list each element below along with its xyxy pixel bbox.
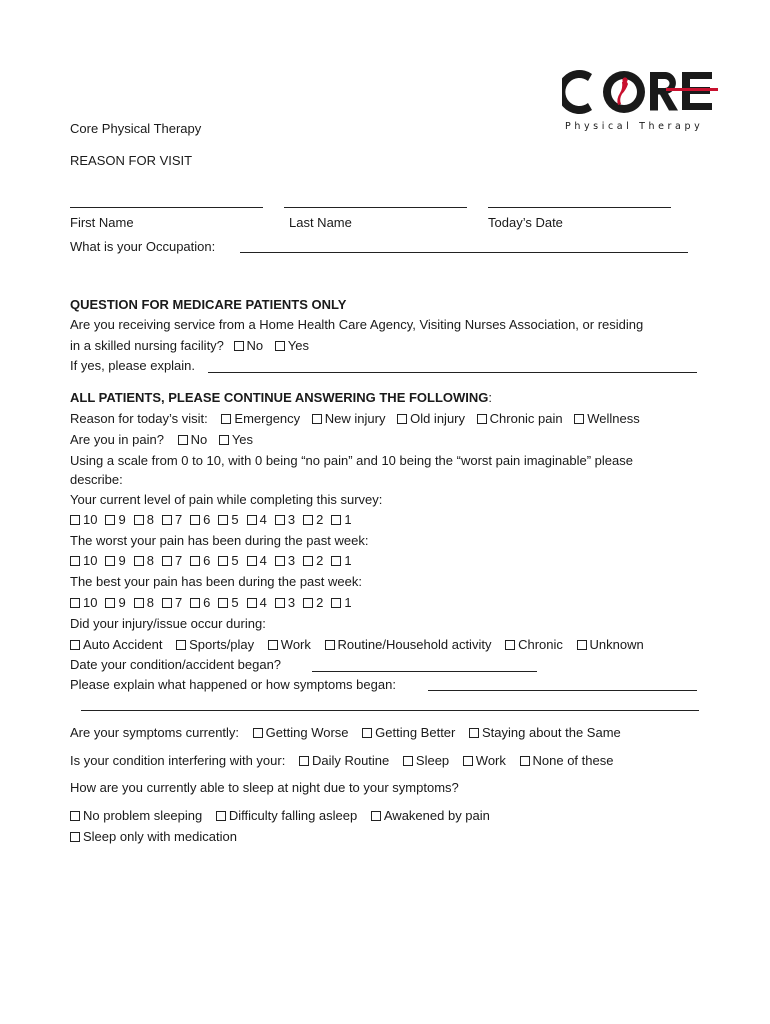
symptoms-option-getting-worse[interactable] xyxy=(253,725,349,741)
option-label: Difficulty falling asleep xyxy=(228,808,358,823)
option-label: 4 xyxy=(259,553,267,568)
sleep-options-row1 xyxy=(70,808,500,824)
option-label: 1 xyxy=(344,512,352,527)
option-label: Sports/play xyxy=(189,637,255,652)
medicare-option-no[interactable] xyxy=(234,338,264,354)
option-label: No xyxy=(190,432,208,447)
option-label: 6 xyxy=(203,595,211,610)
option-label: 6 xyxy=(203,553,211,568)
reason-option-wellness[interactable] xyxy=(574,411,640,427)
checkbox[interactable] xyxy=(221,414,231,424)
option-label: New injury xyxy=(324,411,386,426)
checkbox[interactable] xyxy=(134,556,144,566)
checkbox[interactable] xyxy=(371,811,381,821)
reason-label: Reason for today’s visit: xyxy=(70,411,208,426)
medicare-question-line2: in a skilled nursing facility? xyxy=(70,338,224,353)
option-label: Emergency xyxy=(234,411,301,426)
checkbox[interactable] xyxy=(234,341,244,351)
option-label: 8 xyxy=(146,512,154,527)
option-label: 1 xyxy=(344,553,352,568)
logo-subtitle-svg: Physical Therapy xyxy=(565,121,704,132)
all-patients-heading: ALL PATIENTS, PLEASE CONTINUE ANSWERING THE FOLLOWING xyxy=(70,390,489,405)
checkbox[interactable] xyxy=(403,756,413,766)
interfering-option-none[interactable] xyxy=(520,753,614,769)
option-label: 8 xyxy=(146,553,154,568)
option-label: 5 xyxy=(231,512,239,527)
checkbox[interactable] xyxy=(362,728,372,738)
worst-pain-label: The worst your pain has been during the past week: xyxy=(70,533,369,548)
in-pain-label: Are you in pain? xyxy=(70,432,164,447)
best-pain-label: The best your pain has been during the past week: xyxy=(70,574,362,589)
pain-option-6[interactable] xyxy=(190,512,210,528)
checkbox[interactable] xyxy=(275,341,285,351)
pain-option-9[interactable] xyxy=(105,512,125,528)
pain-option-5[interactable] xyxy=(218,595,238,611)
option-label: No xyxy=(246,338,264,353)
option-label: 7 xyxy=(174,595,183,610)
pain-option-7[interactable] xyxy=(162,512,182,528)
option-label: 8 xyxy=(146,595,154,610)
checkbox[interactable] xyxy=(70,598,80,608)
checkbox[interactable] xyxy=(218,556,228,566)
pain-option-3[interactable] xyxy=(275,595,295,611)
checkbox[interactable] xyxy=(574,414,584,424)
injury-option-work[interactable] xyxy=(268,637,311,653)
explain-field-line2[interactable] xyxy=(81,710,699,711)
checkbox[interactable] xyxy=(190,598,200,608)
pain-option-10[interactable] xyxy=(70,512,97,528)
checkbox[interactable] xyxy=(463,756,473,766)
pain-option-8[interactable] xyxy=(134,553,154,569)
date-began-field[interactable] xyxy=(312,671,537,672)
interfering-option-sleep[interactable] xyxy=(403,753,449,769)
medicare-question-line1: Are you receiving service from a Home Health Care Agency, Visiting Nurses Association, or residing xyxy=(70,317,644,332)
pain-option-1[interactable] xyxy=(331,553,351,569)
checkbox[interactable] xyxy=(275,556,285,566)
option-label: Daily Routine xyxy=(311,753,390,768)
pain-option-1[interactable] xyxy=(331,512,351,528)
option-label: 1 xyxy=(344,595,352,610)
medicare-explain-label: If yes, please explain. xyxy=(70,358,196,373)
pain-option-5[interactable] xyxy=(218,512,238,528)
checkbox[interactable] xyxy=(162,515,172,525)
checkbox[interactable] xyxy=(70,811,80,821)
option-label: 9 xyxy=(118,512,126,527)
checkbox[interactable] xyxy=(70,515,80,525)
in-pain-row xyxy=(70,432,261,448)
checkbox[interactable] xyxy=(247,598,257,608)
heading-colon: : xyxy=(488,390,493,405)
sleep-option-difficulty[interactable] xyxy=(216,808,357,824)
reason-row xyxy=(70,411,648,427)
pain-option-4[interactable] xyxy=(247,553,267,569)
scale-intro-line1: Using a scale from 0 to 10, with 0 being “no pain” and 10 being the “worst pain imaginable” please xyxy=(70,453,633,468)
medicare-explain-field[interactable] xyxy=(208,372,697,373)
reason-option-emergency[interactable] xyxy=(221,411,300,427)
option-label: 9 xyxy=(118,553,126,568)
checkbox[interactable] xyxy=(190,556,200,566)
explain-field[interactable] xyxy=(428,690,697,691)
symptoms-option-staying-same[interactable] xyxy=(469,725,621,741)
checkbox[interactable] xyxy=(70,556,80,566)
checkbox[interactable] xyxy=(299,756,309,766)
checkbox[interactable] xyxy=(176,640,186,650)
checkbox[interactable] xyxy=(303,556,313,566)
medicare-question-row xyxy=(70,338,317,354)
option-label: Work xyxy=(280,637,311,652)
checkbox[interactable] xyxy=(331,598,341,608)
pain-option-5[interactable] xyxy=(218,553,238,569)
symptoms-label: Are your symptoms currently: xyxy=(70,725,240,740)
pain-option-7[interactable] xyxy=(162,595,182,611)
option-label: 2 xyxy=(316,553,324,568)
pain-option-6[interactable] xyxy=(190,553,210,569)
pain-option-1[interactable] xyxy=(331,595,351,611)
option-label: 3 xyxy=(287,595,296,610)
option-label: Unknown xyxy=(589,637,644,652)
option-label: Yes xyxy=(287,338,309,353)
pain-option-8[interactable] xyxy=(134,512,154,528)
checkbox[interactable] xyxy=(397,414,407,424)
symptoms-row xyxy=(70,725,631,741)
option-label: Sleep xyxy=(415,753,450,768)
option-label: 7 xyxy=(174,512,183,527)
checkbox[interactable] xyxy=(105,556,115,566)
checkbox[interactable] xyxy=(275,515,285,525)
company-name: Core Physical Therapy xyxy=(70,121,202,136)
option-label: 6 xyxy=(203,512,211,527)
pain-option-3[interactable] xyxy=(275,512,295,528)
option-label: Chronic xyxy=(518,637,563,652)
option-label: Sleep only with medication xyxy=(83,829,237,844)
injury-options-row xyxy=(70,637,654,653)
checkbox[interactable] xyxy=(577,640,587,650)
option-label: None of these xyxy=(532,753,614,768)
injury-option-sports-play[interactable] xyxy=(176,637,254,653)
all-patients-heading-row xyxy=(70,390,492,406)
pain-option-2[interactable] xyxy=(303,512,323,528)
date-began-label: Date your condition/accident began? xyxy=(70,657,282,672)
core-logo xyxy=(562,66,722,136)
option-label: 2 xyxy=(316,595,324,610)
checkbox[interactable] xyxy=(134,515,144,525)
interfering-option-daily-routine[interactable] xyxy=(299,753,389,769)
pain-option-4[interactable] xyxy=(247,595,267,611)
option-label: No problem sleeping xyxy=(83,808,203,823)
in-pain-option-no[interactable] xyxy=(178,432,208,448)
option-label: Wellness xyxy=(587,411,640,426)
option-label: Yes xyxy=(231,432,254,447)
occupation-label: What is your Occupation: xyxy=(70,239,216,254)
injury-option-routine-household[interactable] xyxy=(325,637,492,653)
pain-option-3[interactable] xyxy=(275,553,295,569)
option-label: Getting Better xyxy=(375,725,456,740)
sleep-options-row2 xyxy=(70,829,247,845)
option-label: 3 xyxy=(287,553,296,568)
pain-option-9[interactable] xyxy=(105,553,125,569)
checkbox[interactable] xyxy=(218,598,228,608)
option-label: 9 xyxy=(118,595,126,610)
interfering-option-work[interactable] xyxy=(463,753,506,769)
checkbox[interactable] xyxy=(331,556,341,566)
checkbox[interactable] xyxy=(216,811,226,821)
checkbox[interactable] xyxy=(331,515,341,525)
current-pain-scale xyxy=(70,512,360,528)
option-label: Getting Worse xyxy=(265,725,349,740)
pain-option-6[interactable] xyxy=(190,595,210,611)
option-label: Old injury xyxy=(410,411,466,426)
current-pain-label: Your current level of pain while completing this survey: xyxy=(70,492,383,507)
interfering-row xyxy=(70,753,623,769)
checkbox[interactable] xyxy=(70,640,80,650)
symptoms-option-getting-better[interactable] xyxy=(362,725,455,741)
pain-option-2[interactable] xyxy=(303,595,323,611)
checkbox[interactable] xyxy=(219,435,229,445)
option-label: Awakened by pain xyxy=(383,808,490,823)
checkbox[interactable] xyxy=(105,515,115,525)
checkbox[interactable] xyxy=(303,598,313,608)
checkbox[interactable] xyxy=(247,556,257,566)
option-label: Chronic pain xyxy=(489,411,563,426)
checkbox[interactable] xyxy=(105,598,115,608)
checkbox[interactable] xyxy=(218,515,228,525)
worst-pain-scale xyxy=(70,553,360,569)
reason-option-chronic-pain[interactable] xyxy=(477,411,563,427)
option-label: 2 xyxy=(316,512,324,527)
option-label: Auto Accident xyxy=(83,637,163,652)
pain-option-4[interactable] xyxy=(247,512,267,528)
sleep-option-no-problem[interactable] xyxy=(70,808,202,824)
checkbox[interactable] xyxy=(303,515,313,525)
checkbox[interactable] xyxy=(275,598,285,608)
sleep-label: How are you currently able to sleep at night due to your symptoms? xyxy=(70,780,459,795)
todays-date-field[interactable] xyxy=(488,207,671,208)
form-title: REASON FOR VISIT xyxy=(70,153,193,168)
sleep-option-awakened[interactable] xyxy=(371,808,490,824)
scale-intro-line2: describe: xyxy=(70,472,123,487)
checkbox[interactable] xyxy=(477,414,487,424)
checkbox[interactable] xyxy=(190,515,200,525)
pain-option-10[interactable] xyxy=(70,553,97,569)
explain-label: Please explain what happened or how symptoms began: xyxy=(70,677,396,692)
interfering-label: Is your condition interfering with your: xyxy=(70,753,286,768)
best-pain-scale xyxy=(70,595,360,611)
first-name-label: First Name xyxy=(70,215,134,230)
todays-date-label: Today’s Date xyxy=(488,215,563,230)
sleep-option-medication[interactable] xyxy=(70,829,237,845)
pain-option-10[interactable] xyxy=(70,595,97,611)
checkbox[interactable] xyxy=(312,414,322,424)
checkbox[interactable] xyxy=(247,515,257,525)
option-label: 3 xyxy=(287,512,296,527)
checkbox[interactable] xyxy=(325,640,335,650)
checkbox[interactable] xyxy=(469,728,479,738)
in-pain-option-yes[interactable] xyxy=(219,432,253,448)
checkbox[interactable] xyxy=(162,556,172,566)
checkbox[interactable] xyxy=(505,640,515,650)
pain-option-7[interactable] xyxy=(162,553,182,569)
checkbox[interactable] xyxy=(253,728,263,738)
checkbox[interactable] xyxy=(162,598,172,608)
option-label: 5 xyxy=(231,595,239,610)
injury-option-unknown[interactable] xyxy=(577,637,644,653)
injury-option-auto-accident[interactable] xyxy=(70,637,163,653)
reason-option-new-injury[interactable] xyxy=(312,411,386,427)
last-name-field[interactable] xyxy=(284,207,467,208)
injury-option-chronic[interactable] xyxy=(505,637,563,653)
pain-option-9[interactable] xyxy=(105,595,125,611)
checkbox[interactable] xyxy=(520,756,530,766)
option-label: Staying about the Same xyxy=(482,725,621,740)
first-name-field[interactable] xyxy=(70,207,263,208)
option-label: 4 xyxy=(259,595,267,610)
option-label: 5 xyxy=(231,553,239,568)
injury-label: Did your injury/issue occur during: xyxy=(70,616,266,631)
pain-option-2[interactable] xyxy=(303,553,323,569)
checkbox[interactable] xyxy=(70,832,80,842)
checkbox[interactable] xyxy=(178,435,188,445)
option-label: 10 xyxy=(83,595,98,610)
checkbox[interactable] xyxy=(268,640,278,650)
option-label: 10 xyxy=(83,553,98,568)
option-label: Routine/Household activity xyxy=(337,637,492,652)
pain-option-8[interactable] xyxy=(134,595,154,611)
option-label: 10 xyxy=(83,512,98,527)
occupation-field[interactable] xyxy=(240,252,688,253)
medicare-heading: QUESTION FOR MEDICARE PATIENTS ONLY xyxy=(70,297,347,312)
medicare-option-yes[interactable] xyxy=(275,338,309,354)
option-label: Work xyxy=(475,753,506,768)
option-label: 7 xyxy=(174,553,183,568)
last-name-label: Last Name xyxy=(289,215,352,230)
option-label: 4 xyxy=(259,512,267,527)
checkbox[interactable] xyxy=(134,598,144,608)
reason-option-old-injury[interactable] xyxy=(397,411,465,427)
